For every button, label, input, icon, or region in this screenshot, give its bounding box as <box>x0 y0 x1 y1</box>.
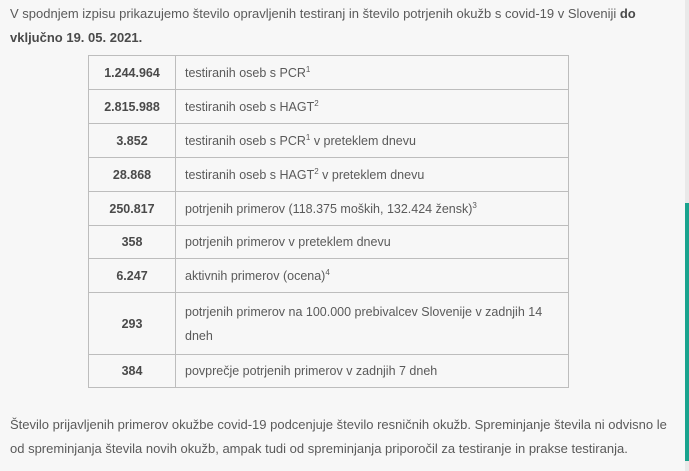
row-text: testiranih oseb s HAGT <box>185 167 315 182</box>
table-row <box>89 158 569 192</box>
footnote-marker[interactable]: 1 <box>305 132 311 142</box>
row-value: 358 <box>89 226 176 259</box>
row-text-suffix: v preteklem dnevu <box>318 167 425 182</box>
table-row <box>89 226 569 259</box>
row-value: 1.244.964 <box>89 56 176 90</box>
row-value: 293 <box>89 293 176 355</box>
row-text: potrjenih primerov (118.375 moških, 132.424 žensk) <box>185 201 473 216</box>
table-row <box>89 56 569 90</box>
row-text: povprečje potrjenih primerov v zadnjih 7 dneh <box>185 364 438 378</box>
row-text: potrjenih primerov v preteklem dnevu <box>185 235 391 249</box>
row-description <box>176 90 569 124</box>
table-row <box>89 124 569 158</box>
row-text-suffix: v preteklem dnevu <box>310 133 416 148</box>
outro-paragraph: Število prijavljenih primerov okužbe covid-19 podcenjuje število resničnih okužb. Spreminjanje števila ni odvisno le od spreminjanja števila novih okužb, ampak tudi od spreminjanja priporočil za testiranje in prakse testiranja. <box>10 417 667 456</box>
row-text: aktivnih primerov (ocena) <box>185 268 326 283</box>
table-row <box>89 293 569 355</box>
row-value: 384 <box>89 355 176 388</box>
intro-date: do vključno 19. 05. 2021. <box>10 6 636 45</box>
row-description <box>176 124 569 158</box>
row-text: testiranih oseb s PCR <box>185 65 306 80</box>
footnote-marker[interactable]: 4 <box>325 267 330 277</box>
row-description <box>176 226 569 259</box>
footnote-marker[interactable]: 2 <box>314 98 319 108</box>
footnote-marker[interactable]: 3 <box>472 200 477 210</box>
table-row <box>89 90 569 124</box>
intro-paragraph <box>10 2 680 50</box>
row-description <box>176 293 569 355</box>
row-description <box>176 192 569 226</box>
row-description <box>176 355 569 388</box>
row-description <box>176 259 569 293</box>
footnote-marker[interactable]: 1 <box>305 64 311 74</box>
row-value: 28.868 <box>89 158 176 192</box>
edge-accent-bar <box>685 203 689 461</box>
row-description <box>176 56 569 90</box>
table-row <box>89 259 569 293</box>
footnote-marker[interactable]: 2 <box>314 166 319 176</box>
row-value: 2.815.988 <box>89 90 176 124</box>
intro-text: V spodnjem izpisu prikazujemo število opravljenih testiranj in število potrjenih okužb s covid-19 v Sloveniji <box>10 6 620 21</box>
table-row <box>89 355 569 388</box>
row-text: potrjenih primerov na 100.000 prebivalcev Slovenije v zadnjih 14 dneh <box>185 304 543 343</box>
statistics-table <box>88 55 569 388</box>
row-value: 3.852 <box>89 124 176 158</box>
row-value: 250.817 <box>89 192 176 226</box>
row-description <box>176 158 569 192</box>
row-text: testiranih oseb s HAGT <box>185 99 315 114</box>
row-value: 6.247 <box>89 259 176 293</box>
row-text: testiranih oseb s PCR <box>185 133 306 148</box>
table-row <box>89 192 569 226</box>
